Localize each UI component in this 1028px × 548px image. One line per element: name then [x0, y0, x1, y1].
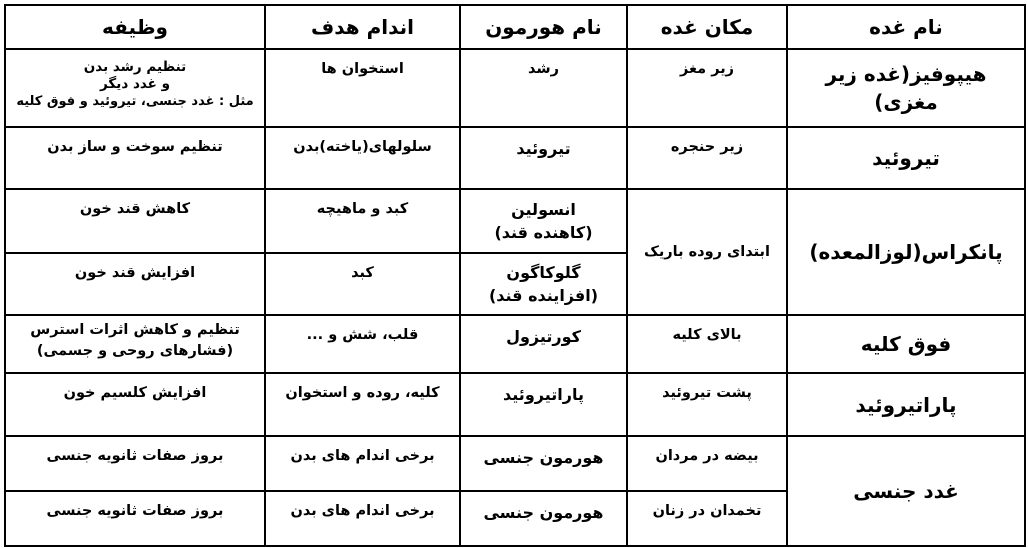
cell-gland-location: بیضه در مردان [627, 436, 787, 491]
cell-function [5, 49, 265, 127]
cell-target-organ: کبد [265, 253, 460, 315]
cell-function [5, 491, 265, 546]
cell-target-organ: سلولهای(یاخته)بدن [265, 127, 460, 189]
function-line: مثل : غدد جنسی، تیروئید و فوق کلیه [16, 94, 254, 109]
table-row [5, 373, 1025, 436]
header-gland-location: مکان غده [627, 5, 787, 49]
cell-function [5, 436, 265, 491]
header-gland-name: نام غده [787, 5, 1025, 49]
cell-function [5, 373, 265, 436]
function-line: تنظیم سوخت و ساز بدن [47, 139, 223, 155]
function-line: کاهش قند خون [79, 201, 191, 217]
cell-gland-location: پشت تیروئید [627, 373, 787, 436]
table-row [5, 436, 1025, 491]
cell-target-organ: کبد و ماهیچه [265, 189, 460, 253]
function-line: تنظیم رشد بدن [83, 59, 187, 75]
cell-target-organ: کلیه، روده و استخوان [265, 373, 460, 436]
table-row [5, 49, 1025, 127]
header-target-organ: اندام هدف [265, 5, 460, 49]
cell-gland-name: فوق کلیه [787, 315, 1025, 373]
cell-target-organ: قلب، شش و ... [265, 315, 460, 373]
cell-hormone-name [460, 253, 627, 315]
cell-hormone-name: تیروئید [460, 127, 627, 189]
table-row [5, 315, 1025, 373]
function-line: افزایش قند خون [74, 265, 196, 281]
cell-gland-location: زیر مغز [627, 49, 787, 127]
cell-gland-name: غدد جنسی [787, 436, 1025, 546]
cell-gland-name: پاراتیروئید [787, 373, 1025, 436]
endocrine-glands-table [4, 4, 1026, 547]
cell-gland-name: هیپوفیز(غده زیر مغزی) [787, 49, 1025, 127]
function-line: بروز صفات ثانویه جنسی [46, 503, 224, 519]
hormone-line: گلوکاگون [506, 263, 581, 282]
cell-hormone-name: هورمون جنسی [460, 436, 627, 491]
cell-function [5, 315, 265, 373]
cell-function [5, 189, 265, 253]
function-line: تنظیم و کاهش اثرات استرس [30, 322, 240, 338]
cell-hormone-name: رشد [460, 49, 627, 127]
cell-target-organ: استخوان ها [265, 49, 460, 127]
hormone-line: انسولین [511, 200, 576, 219]
cell-target-organ: برخی اندام های بدن [265, 436, 460, 491]
table-row [5, 127, 1025, 189]
function-line: (فشارهای روحی و جسمی) [36, 343, 234, 359]
function-line: و غدد دیگر [100, 76, 170, 92]
cell-hormone-name [460, 189, 627, 253]
function-line: افزایش کلسیم خون [63, 385, 207, 401]
cell-gland-location: زیر حنجره [627, 127, 787, 189]
cell-target-organ: برخی اندام های بدن [265, 491, 460, 546]
cell-function [5, 253, 265, 315]
cell-hormone-name: کورتیزول [460, 315, 627, 373]
header-hormone-name: نام هورمون [460, 5, 627, 49]
hormone-note: (افزاینده قند) [488, 286, 599, 305]
function-line: بروز صفات ثانویه جنسی [46, 448, 224, 464]
cell-gland-location: بالای کلیه [627, 315, 787, 373]
cell-gland-name: پانکراس(لوزالمعده) [787, 189, 1025, 315]
hormone-note: (کاهنده قند) [494, 223, 593, 242]
cell-hormone-name: هورمون جنسی [460, 491, 627, 546]
table-row [5, 189, 1025, 253]
cell-hormone-name: پاراتیروئید [460, 373, 627, 436]
header-row [5, 5, 1025, 49]
cell-function [5, 127, 265, 189]
header-function: وظیفه [5, 5, 265, 49]
cell-gland-name: تیروئید [787, 127, 1025, 189]
cell-gland-location: تخمدان در زنان [627, 491, 787, 546]
cell-gland-location: ابتدای روده باریک [627, 189, 787, 315]
